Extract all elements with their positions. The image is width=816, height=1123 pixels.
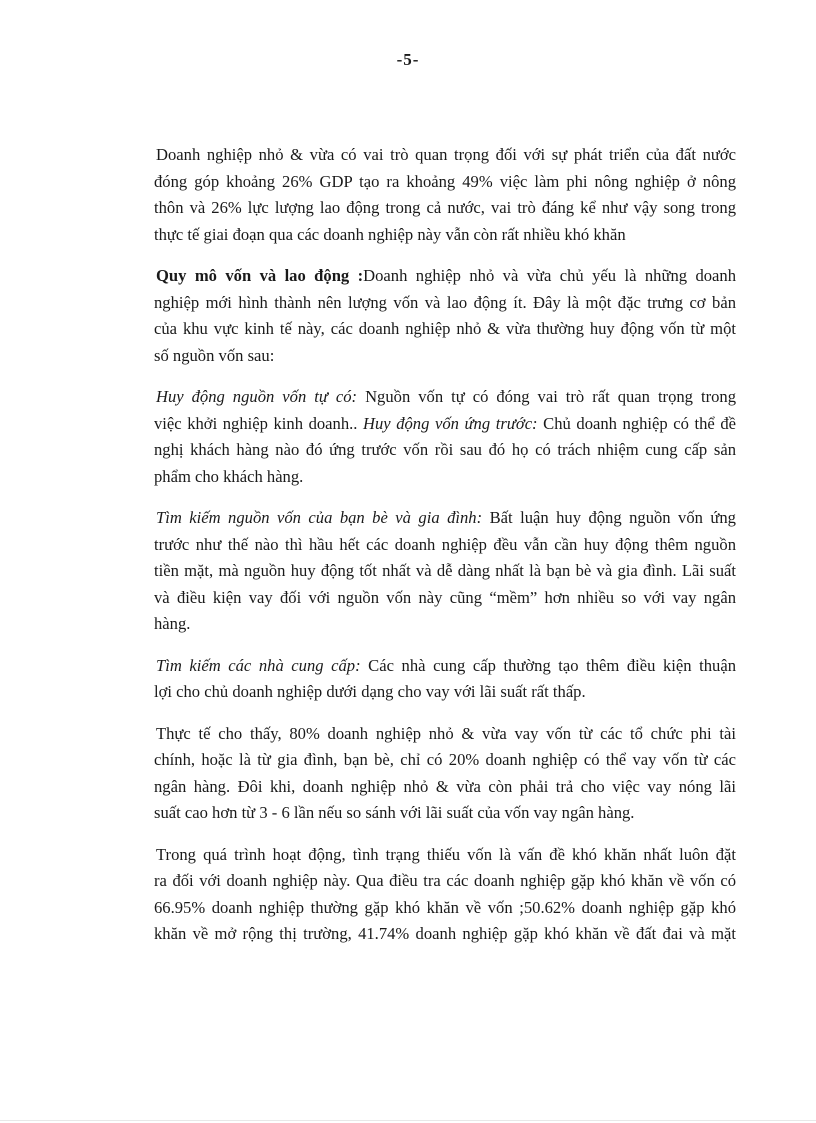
text-line: thôn và 26% lực lượng lao động trong cả nước, vai trò đáng kể như vậy song trong bbox=[154, 198, 736, 217]
text-line: Doanh nghiệp nhỏ & vừa có vai trò quan trọng đối với sự phát triển của đất nước bbox=[156, 145, 736, 164]
text-line: của khu vực kinh tế này, các doanh nghiệp nhỏ & vừa thường huy động vốn từ một bbox=[154, 319, 736, 338]
text-fragment: Bất luận huy động nguồn vốn ứng bbox=[482, 508, 736, 527]
text-line: 66.95% doanh nghiệp thường gặp khó khăn về vốn ;50.62% doanh nghiệp gặp khó bbox=[154, 897, 736, 917]
text-line: suất cao hơn từ 3 - 6 lần nếu so sánh với lãi suất của vốn vay ngân hàng. bbox=[154, 803, 635, 822]
paragraph-capital-shortage bbox=[154, 842, 736, 948]
page-number: -5- bbox=[396, 50, 420, 69]
text-line: lợi cho chủ doanh nghiệp dưới dạng cho vay với lãi suất rất thấp. bbox=[154, 682, 586, 701]
text-line bbox=[154, 384, 736, 411]
text-line bbox=[154, 411, 736, 438]
text-line: ra đối với doanh nghiệp này. Qua điều tra các doanh nghiệp gặp khó khăn về vốn có bbox=[154, 871, 736, 890]
document-body bbox=[154, 142, 736, 963]
text-line: nghị khách hàng nào đó ứng trước vốn rồi sau đó họ có trách nhiệm cung cấp sản bbox=[154, 440, 736, 459]
section-lead-italic: Huy động nguồn vốn tự có: bbox=[156, 387, 358, 406]
text-line: số nguồn vốn sau: bbox=[154, 345, 275, 365]
text-line: và điều kiện vay đối với nguồn vốn này cũng “mềm” hơn nhiều so với vay ngân bbox=[154, 587, 736, 607]
text-line: thực tế giai đoạn qua các doanh nghiệp này vẫn còn rất nhiều khó khăn bbox=[154, 224, 626, 244]
text-line: chính, hoặc là từ gia đình, bạn bè, chỉ có 20% doanh nghiệp có thể vay vốn từ các bbox=[154, 750, 736, 769]
section-lead-italic: Huy động vốn ứng trước: bbox=[363, 413, 538, 433]
text-line: tiền mặt, mà nguồn huy động tốt nhất và dễ dàng nhất là bạn bè và gia đình. Lãi suất bbox=[154, 561, 736, 580]
text-line: Thực tế cho thấy, 80% doanh nghiệp nhỏ & vừa vay vốn từ các tổ chức phi tài bbox=[156, 723, 736, 743]
text-line: phẩm cho khách hàng. bbox=[154, 466, 304, 486]
text-line bbox=[154, 505, 736, 532]
section-lead-italic: Tìm kiếm các nhà cung cấp: bbox=[156, 655, 361, 675]
text-line: hàng. bbox=[154, 614, 191, 633]
paragraph-suppliers bbox=[154, 653, 736, 706]
text-line: ngân hàng. Đôi khi, doanh nghiệp nhỏ & vừa còn phải trả cho việc vay nóng lãi bbox=[154, 776, 736, 796]
paragraph-capital-labor bbox=[154, 263, 736, 369]
paragraph-loan-sources bbox=[154, 721, 736, 827]
paragraph-own-capital bbox=[154, 384, 736, 490]
text-fragment: Các nhà cung cấp thường tạo thêm điều kiện thuận bbox=[360, 655, 737, 675]
text-line: Trong quá trình hoạt động, tình trạng thiếu vốn là vấn đề khó khăn nhất luôn đặt bbox=[156, 844, 736, 864]
section-lead-bold: Quy mô vốn và lao động : bbox=[156, 266, 364, 285]
text-fragment: Doanh nghiệp nhỏ và vừa chủ yếu là những doanh bbox=[363, 266, 736, 285]
text-fragment: Chủ doanh nghiệp có thể đề bbox=[537, 413, 736, 433]
text-fragment: Nguồn vốn tự có đóng vai trò rất quan trọng trong bbox=[357, 387, 736, 406]
text-line: đóng góp khoảng 26% GDP tạo ra khoảng 49% việc làm phi nông nghiệp ở nông bbox=[154, 171, 736, 191]
text-fragment: việc khởi nghiệp kinh doanh.. bbox=[154, 413, 363, 433]
text-line: trước như thế nào thì hầu hết các doanh nghiệp đều vẫn cần huy động thêm nguồn bbox=[154, 534, 736, 554]
paragraph-intro bbox=[154, 142, 736, 248]
text-line: khăn về mở rộng thị trường, 41.74% doanh nghiệp gặp khó khăn về đất đai và mặt bbox=[154, 924, 736, 943]
section-lead-italic: Tìm kiếm nguồn vốn của bạn bè và gia đình: bbox=[156, 508, 483, 527]
page-bottom-divider bbox=[0, 1120, 816, 1121]
text-line bbox=[154, 263, 736, 290]
paragraph-friends-family bbox=[154, 505, 736, 638]
text-line: nghiệp mới hình thành nên lượng vốn và lao động ít. Đây là một đặc trưng cơ bản bbox=[154, 292, 736, 312]
text-line bbox=[154, 653, 736, 680]
